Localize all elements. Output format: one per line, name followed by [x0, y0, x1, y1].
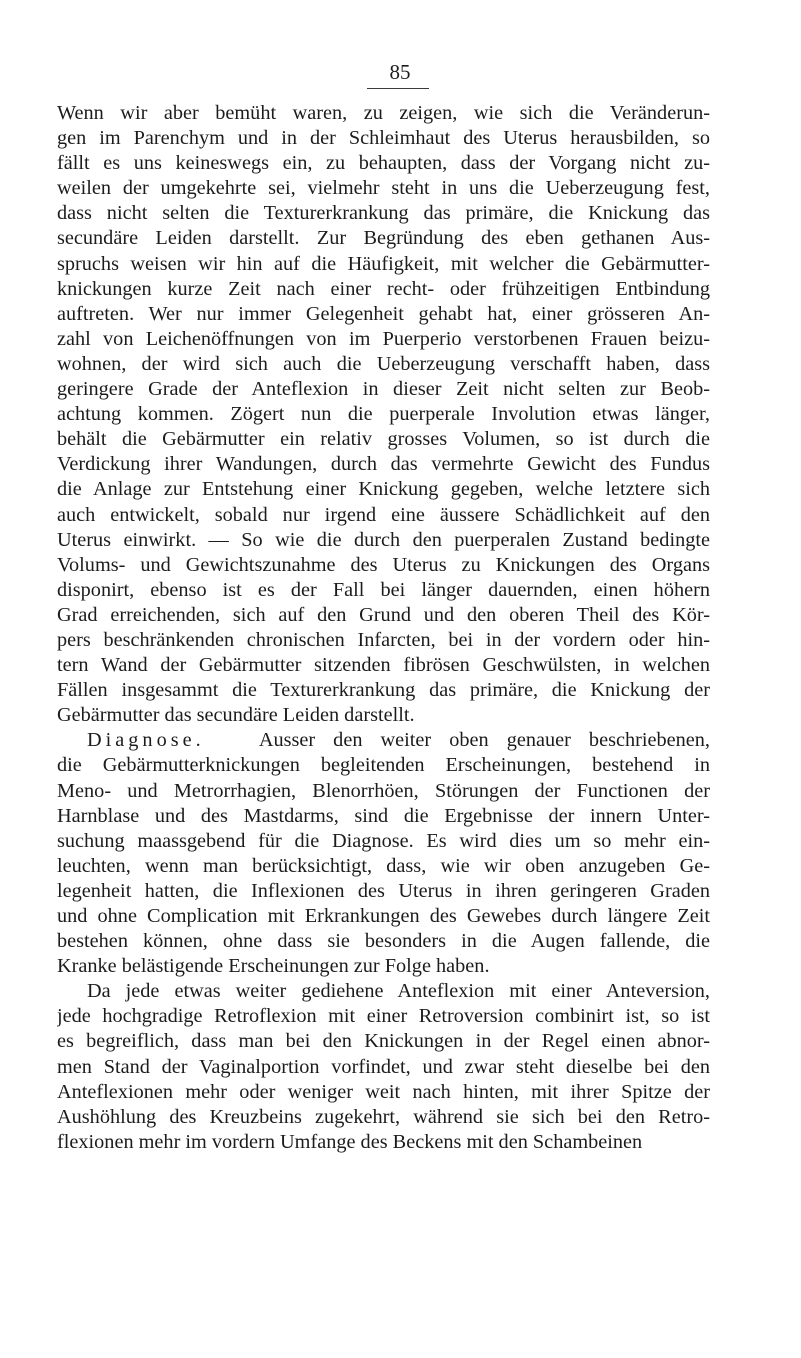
- text-line: auftreten. Wer nur immer Gelegenheit gehabt hat, einer grösseren An-: [57, 302, 710, 325]
- page-number-rule: [367, 88, 429, 89]
- text-line: weilen der umgekehrte sei, vielmehr steht in uns die Ueberzeugung fest,: [57, 177, 710, 200]
- text-line: secundäre Leiden darstellt. Zur Begründung des eben gethanen Aus-: [57, 227, 710, 250]
- text-line: leuchten, wenn man berücksichtigt, dass, wie wir oben anzugeben Ge-: [57, 854, 710, 877]
- page-number: 85: [389, 60, 411, 84]
- text-line: Volums- und Gewichtszunahme des Uterus zu Knickungen des Organs: [57, 553, 710, 576]
- text-line: die Anlage zur Entstehung einer Knickung gegeben, welche letztere sich: [57, 478, 710, 501]
- paragraph: [57, 101, 710, 728]
- text-line: Wenn wir aber bemüht waren, zu zeigen, wie sich die Veränderun-: [57, 102, 710, 124]
- text-line: suchung maassgebend für die Diagnose. Es wird dies um so mehr ein-: [57, 829, 710, 852]
- text-line: bestehen können, ohne dass sie besonders in die Augen fallende, die: [57, 930, 710, 953]
- text-line: auch entwickelt, sobald nur irgend eine äussere Schädlichkeit auf den: [57, 503, 710, 526]
- text-line: tern Wand der Gebärmutter sitzenden fibrösen Geschwülsten, in welchen: [57, 654, 710, 677]
- text-line: disponirt, ebenso ist es der Fall bei länger dauernden, einen höhern: [57, 578, 710, 601]
- text-line: Uterus einwirkt. — So wie die durch den puerperalen Zustand bedingte: [57, 528, 710, 551]
- text-line: und ohne Complication mit Erkrankungen des Gewebes durch längere Zeit: [57, 905, 710, 927]
- text-line: Fällen insgesammt die Texturerkrankung das primäre, die Knickung der: [57, 679, 710, 702]
- text-line: spruchs weisen wir hin auf die Häufigkeit, mit welcher die Gebärmutter-: [57, 252, 710, 275]
- text-line: men Stand der Vaginalportion vorfindet, und zwar steht dieselbe bei den: [57, 1055, 710, 1078]
- text-line: achtung kommen. Zögert nun die puerperale Involution etwas länger,: [57, 403, 710, 426]
- text-line: Verdickung ihrer Wandungen, durch das vermehrte Gewicht des Fundus: [57, 453, 710, 476]
- paragraph: [57, 728, 710, 979]
- text-line: Harnblase und des Mastdarms, sind die Ergebnisse der innern Unter-: [57, 804, 710, 827]
- section-heading: Diagnose.: [87, 729, 205, 752]
- text-line: fällt es uns keineswegs ein, zu behaupten, dass der Vorgang nicht zu-: [57, 152, 710, 175]
- text-line: Gebärmutter das secundäre Leiden darstellt.: [57, 704, 415, 727]
- text-line: geringere Grade der Anteflexion in dieser Zeit nicht selten zur Beob-: [57, 378, 710, 401]
- text-line: wohnen, der wird sich auch die Ueberzeugung verschafft haben, dass: [57, 352, 710, 375]
- line-text: Ausser den weiter oben genauer beschriebenen,: [258, 729, 710, 752]
- text-line: Anteflexionen mehr oder weniger weit nach hinten, mit ihrer Spitze der: [57, 1080, 710, 1103]
- text-line: es begreiflich, dass man bei den Knickungen in der Regel einen abnor-: [57, 1030, 710, 1053]
- text-line: zahl von Leichenöffnungen von im Puerperio verstorbenen Frauen beizu-: [57, 327, 710, 350]
- text-line: legenheit hatten, die Inflexionen des Uterus in ihren geringeren Graden: [57, 879, 710, 902]
- text-line: Aushöhlung des Kreuzbeins zugekehrt, während sie sich bei den Retro-: [57, 1105, 710, 1128]
- text-line: gen im Parenchym und in der Schleimhaut des Uterus herausbilden, so: [57, 127, 710, 150]
- text-line: dass nicht selten die Texturerkrankung das primäre, die Knickung das: [57, 202, 710, 225]
- text-line: [57, 728, 710, 753]
- text-line: knickungen kurze Zeit nach einer recht- oder frühzeitigen Entbindung: [57, 277, 710, 300]
- text-line: jede hochgradige Retroflexion mit einer Retroversion combinirt ist, so ist: [57, 1005, 710, 1028]
- text-line: Meno- und Metrorrhagien, Blenorrhöen, Störungen der Functionen der: [57, 779, 710, 802]
- text-line: die Gebärmutterknickungen begleitenden Erscheinungen, bestehend in: [57, 754, 710, 777]
- text-line: pers beschränkenden chronischen Infarcten, bei in der vordern oder hin-: [57, 628, 710, 651]
- text-line: Kranke belästigende Erscheinungen zur Folge haben.: [57, 955, 490, 978]
- text-line: behält die Gebärmutter ein relativ grosses Volumen, so ist durch die: [57, 428, 710, 451]
- body-text: [57, 101, 710, 1155]
- text-line: Grad erreichenden, sich auf den Grund und den oberen Theil des Kör-: [57, 603, 710, 626]
- paragraph: [57, 979, 710, 1155]
- text-line: Da jede etwas weiter gediehene Anteflexion mit einer Anteversion,: [87, 980, 710, 1003]
- text-line: flexionen mehr im vordern Umfange des Beckens mit den Schambeinen: [57, 1130, 643, 1153]
